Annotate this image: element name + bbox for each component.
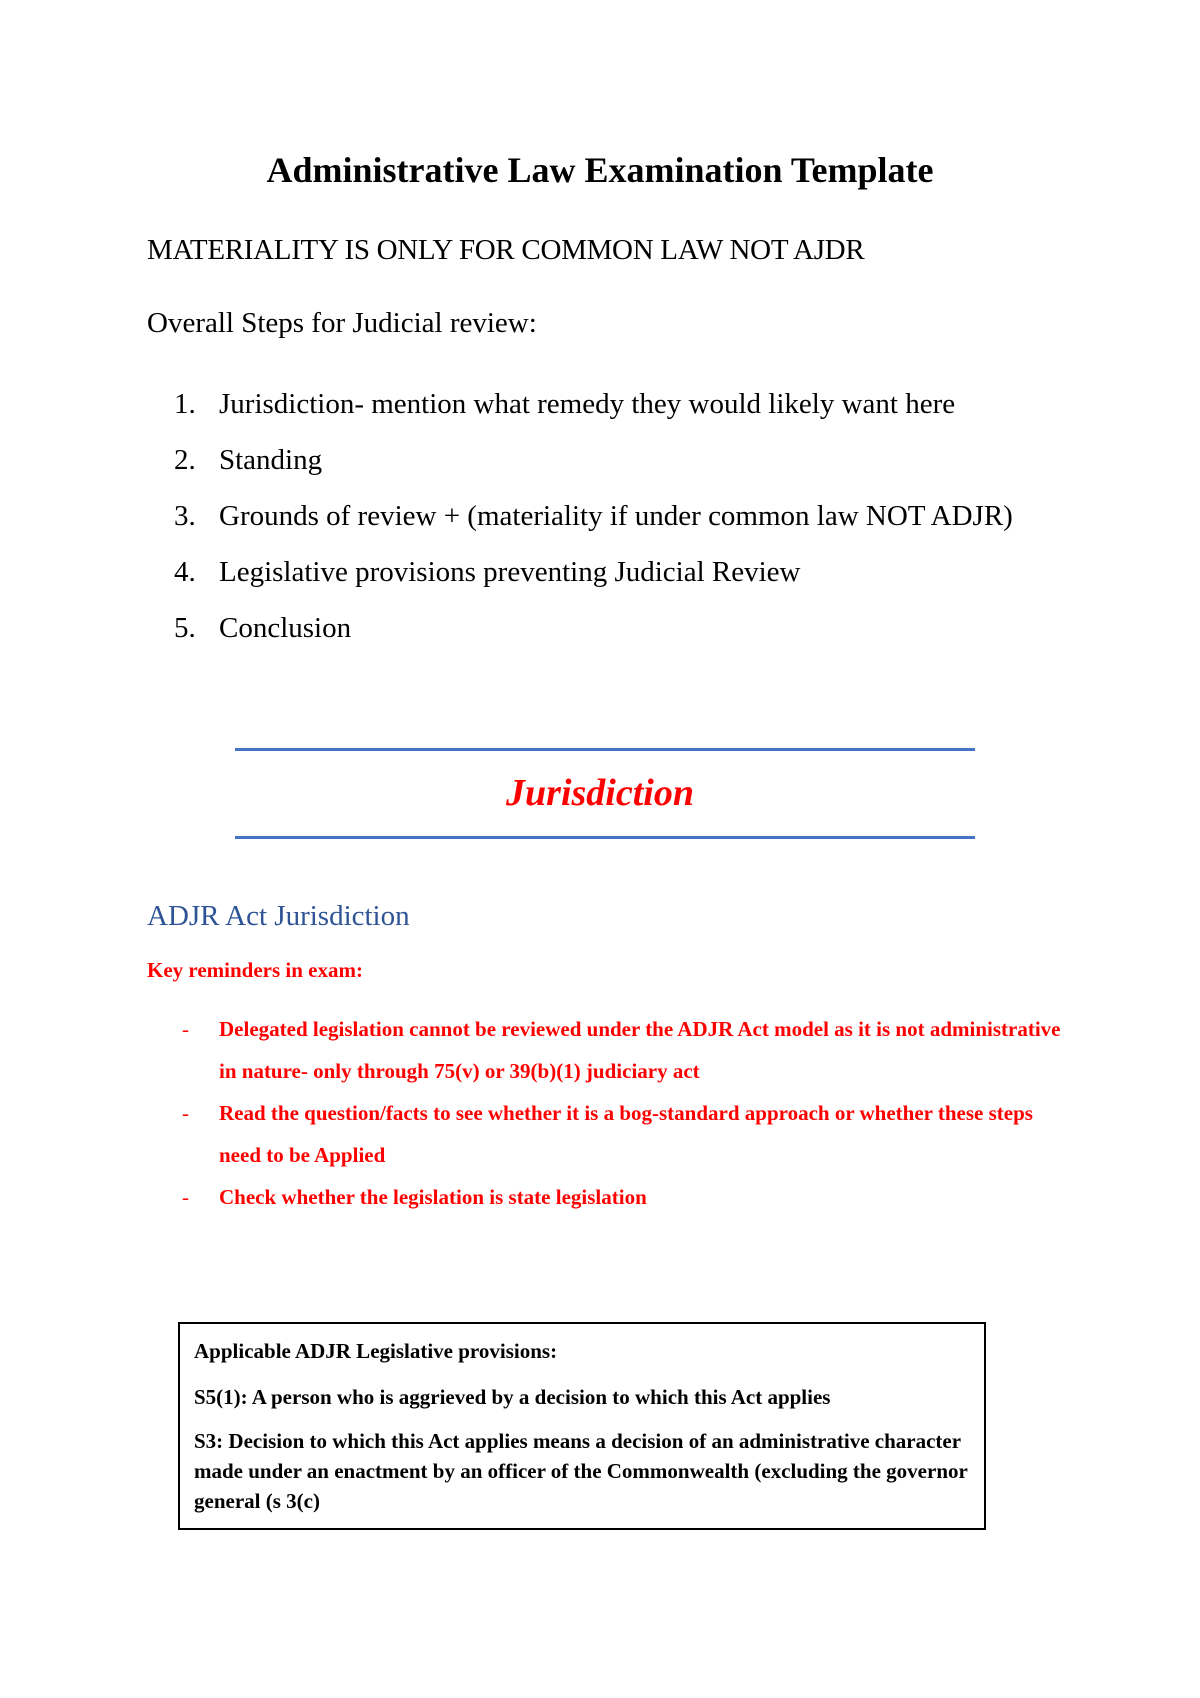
step-text: Conclusion [219, 612, 352, 644]
section-rule-top [235, 748, 975, 751]
overall-steps-heading: Overall Steps for Judicial review: [147, 307, 537, 339]
step-text: Jurisdiction- mention what remedy they would likely want here [219, 388, 956, 420]
step-number: 5. [174, 612, 196, 644]
key-reminders-label: Key reminders in exam: [147, 958, 363, 982]
reminder-item [182, 1176, 1062, 1218]
step-text: Grounds of review + (materiality if under common law NOT ADJR) [219, 500, 1013, 532]
step-item [174, 432, 1074, 488]
step-text: Standing [219, 444, 323, 476]
step-item [174, 488, 1019, 544]
step-item [174, 544, 1074, 600]
reminders-list [182, 1008, 1062, 1218]
provisions-box [178, 1322, 986, 1530]
step-number: 2. [174, 444, 196, 476]
reminder-text: Delegated legislation cannot be reviewed under the ADJR Act model as it is not administrative in nature- only through 75(v) or 39(b)(1) judiciary act [219, 1017, 1061, 1083]
step-text: Legislative provisions preventing Judicial Review [219, 556, 801, 588]
step-item [174, 376, 1074, 432]
provision-s3: S3: Decision to which this Act applies means a decision of an administrative character made under an enactment by an officer of the Commonwealth (excluding the governor general (s 3(c) [194, 1429, 968, 1513]
section-heading: Jurisdiction [506, 772, 694, 814]
step-number: 4. [174, 556, 196, 588]
step-number: 1. [174, 388, 196, 420]
reminder-item [182, 1008, 1062, 1092]
dash-bullet: - [182, 1185, 189, 1209]
dash-bullet: - [182, 1101, 189, 1125]
section-rule-bottom [235, 836, 975, 839]
dash-bullet: - [182, 1017, 189, 1041]
materiality-note: MATERIALITY IS ONLY FOR COMMON LAW NOT AJDR [147, 234, 865, 266]
document-title: Administrative Law Examination Template [266, 150, 934, 190]
steps-list [174, 376, 1074, 656]
reminder-text: Check whether the legislation is state legislation [219, 1185, 647, 1209]
provisions-heading: Applicable ADJR Legislative provisions: [194, 1339, 558, 1363]
sub-heading: ADJR Act Jurisdiction [147, 900, 410, 932]
reminder-text: Read the question/facts to see whether it is a bog-standard approach or whether these steps need to be Applied [219, 1101, 1033, 1167]
step-item [174, 600, 1074, 656]
step-number: 3. [174, 500, 196, 532]
provision-s5: S5(1): A person who is aggrieved by a decision to which this Act applies [194, 1385, 831, 1409]
reminder-item [182, 1092, 1062, 1176]
